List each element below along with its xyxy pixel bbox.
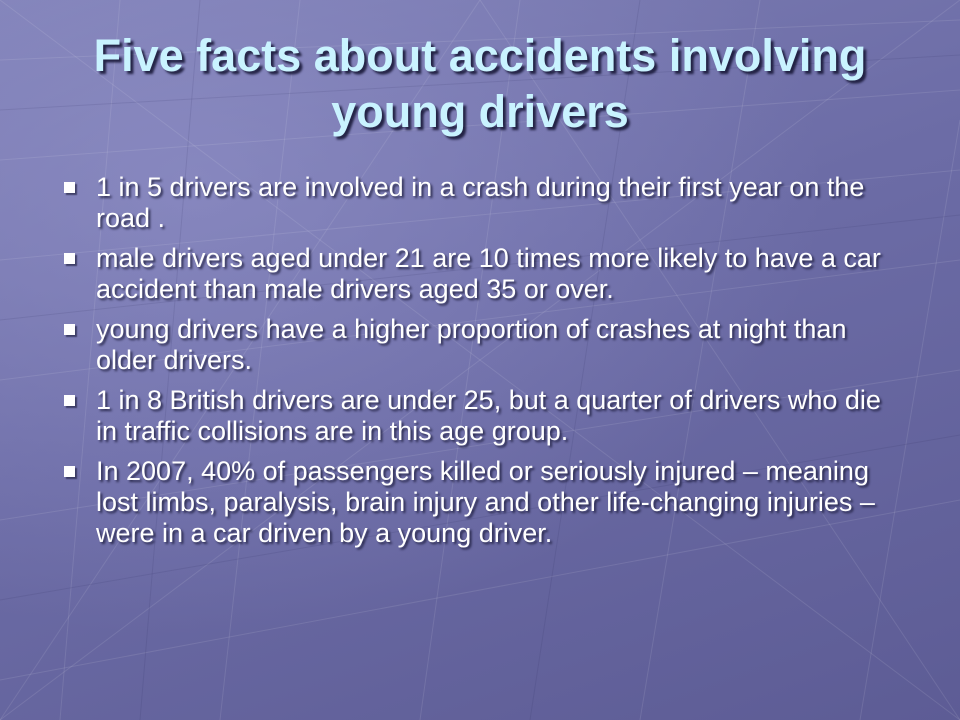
fact-item [58, 243, 903, 305]
square-bullet-icon [64, 182, 75, 193]
fact-text: In 2007, 40% of passengers killed or seriously injured – meaning lost limbs, paralysis, brain injury and other life-changing injuries – were in a car driven by a young driver. [96, 456, 875, 548]
square-bullet-icon [64, 253, 75, 264]
slide-title: Five facts about accidents involving young drivers [93, 30, 867, 137]
facts-list [58, 172, 903, 558]
fact-text: male drivers aged under 21 are 10 times more likely to have a car accident than male drivers aged 35 or over. [96, 243, 881, 304]
fact-text: young drivers have a higher proportion of crashes at night than older drivers. [96, 314, 847, 375]
square-bullet-icon [64, 466, 75, 477]
square-bullet-icon [64, 324, 75, 335]
fact-item [58, 172, 903, 234]
fact-text: 1 in 8 British drivers are under 25, but a quarter of drivers who die in traffic collisions are in this age group. [96, 385, 881, 446]
fact-item [58, 456, 903, 549]
fact-text: 1 in 5 drivers are involved in a crash during their first year on the road . [96, 172, 865, 233]
square-bullet-icon [64, 395, 75, 406]
fact-item [58, 385, 903, 447]
fact-item [58, 314, 903, 376]
